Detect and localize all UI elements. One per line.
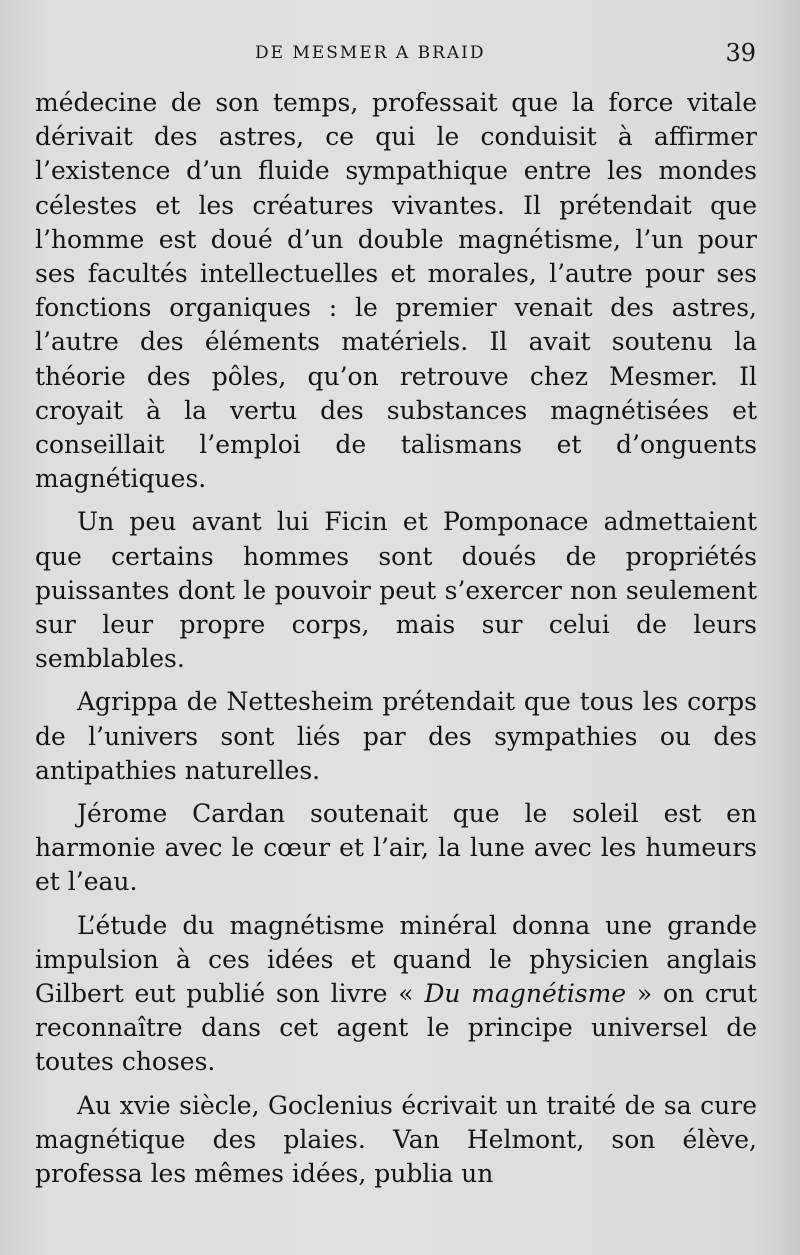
body-text — [35, 86, 757, 1191]
paragraph-3: Agrippa de Nettesheim prétendait que tous les corps de l’univers sont liés par des sympathies ou des antipathies naturelles. — [35, 687, 757, 785]
paragraph-6: Au xvie siècle, Goclenius écrivait un traité de sa cure magnétique des plaies. Van Helmont, son élève, professa les mêmes idées, publia un — [35, 1090, 757, 1189]
page-header — [0, 38, 800, 68]
paragraph-5 — [35, 909, 757, 1080]
running-title: DE MESMER A BRAID — [255, 43, 486, 63]
paragraph-4: Jérome Cardan soutenait que le soleil est en harmonie avec le cœur et l’air, la lune avec les humeurs et l’eau. — [35, 799, 757, 897]
paragraph-1: médecine de son temps, professait que la force vitale dérivait des astres, ce qui le conduisit à affirmer l’existence d’un fluide sympathique entre les mondes célestes et les créatures vivantes. Il prétendait que l’homme est doué d’un double magnétisme, l’un pour ses facultés intellectuelles et morales, l’autre pour ses fonctions organiques : le premier venait des astres, l’autre des éléments matériels. Il avait soutenu la théorie des pôles, qu’on retrouve chez Mesmer. Il croyait à la vertu des substances magnétisées et conseillait l’emploi de talismans et d’onguents magnétiques. — [35, 88, 757, 494]
book-title-italic: Du magnétisme — [424, 979, 627, 1009]
paragraph-2: Un peu avant lui Ficin et Pomponace admettaient que certains hommes sont doués de propriétés puissantes dont le pouvoir peut s’exercer non seulement sur leur propre corps, mais sur celui de leurs semblables. — [35, 507, 757, 674]
paragraph-5-text-before: L’étude du magnétisme minéral donna une grande impulsion à ces idées et quand le physicien anglais Gilbert eut publié son livre « — [35, 910, 757, 1009]
paragraph-5-text-after: » on crut reconnaître dans cet agent le principe universel de toutes choses. — [35, 979, 757, 1077]
page-number: 39 — [725, 39, 756, 67]
